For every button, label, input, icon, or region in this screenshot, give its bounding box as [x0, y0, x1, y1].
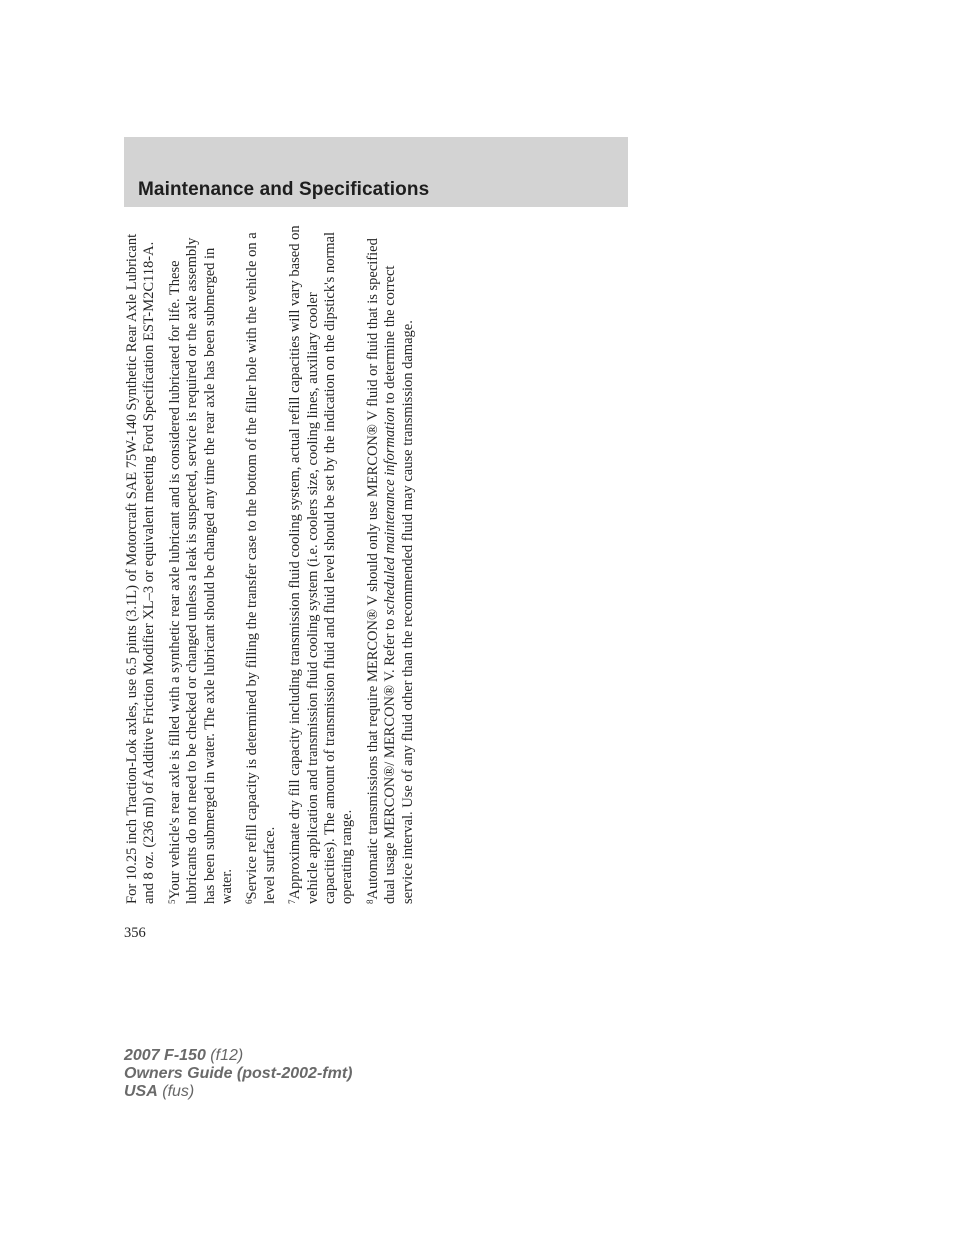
footer-market-code: (fus) — [162, 1083, 195, 1100]
footer-model: 2007 F-150 — [124, 1047, 206, 1064]
footnote-6 — [244, 224, 279, 904]
footnote-text: to determine the correct service interval. Use of any fluid other than the recommended fluid may cause transmission damage. — [382, 265, 416, 904]
footnote-text: Approximate dry fill capacity including transmission fluid cooling system, actual refill capacities will vary based on vehicle application and transmission fluid cooling system (i.e. coolers size, cooling lines, auxiliary cooler capacities). The amount of transmission fluid and fluid level should be set by the indication on the dipstick's normal operating range. — [287, 225, 356, 904]
footer-market: USA — [124, 1083, 158, 1100]
footer-line-2: Owners Guide (post-2002-fmt) — [124, 1065, 353, 1082]
footnote-text: Service refill capacity is determined by filling the transfer case to the bottom of the filler hole with the vehicle on a level surface. — [244, 232, 278, 904]
document-footer — [124, 1047, 352, 1101]
footnote-marker: 8 — [364, 899, 375, 904]
page-number: 356 — [124, 925, 146, 941]
footnote-text: Automatic transmissions that require MERCON® V should only use MERCON® V fluid or fluid that is specified dual usage MERCON®/ MERCON® V. Refer to — [364, 238, 399, 904]
footer-line-1 — [124, 1047, 352, 1065]
footnote-emphasis: scheduled maintenance information — [382, 407, 399, 616]
section-title: Maintenance and Specifications — [138, 179, 430, 200]
footnote-8 — [365, 224, 417, 904]
footnote-marker: 5 — [166, 899, 177, 904]
footnote-text: Your vehicle's rear axle is filled with a synthetic rear axle lubricant and is considered lubricated for life. These lubricants do not need to be checked or changed unless a leak is suspected, service is required or the axle assembly has been submerged in water. The axle lubricant should be changed any time the rear axle has been submerged in water. — [166, 237, 236, 904]
footnotes-body — [124, 224, 434, 904]
footer-model-code: (f12) — [210, 1047, 244, 1064]
footnote-5 — [167, 224, 237, 904]
traction-lok-note: For 10.25 inch Traction-Lok axles, use 6.5 pints (3.1L) of Motorcraft SAE 75W-140 Synthetic Rear Axle Lubricant and 8 oz. (236 ml) of Additive Friction Modifier XL–3 or equivalent meeting Ford Specification EST-M2C118-A. — [124, 233, 158, 904]
footnote-marker: 7 — [287, 899, 298, 904]
footer-line-3 — [124, 1083, 352, 1101]
footnote-7 — [287, 224, 357, 904]
section-header-band — [124, 137, 628, 207]
footnote-marker: 6 — [244, 899, 255, 904]
